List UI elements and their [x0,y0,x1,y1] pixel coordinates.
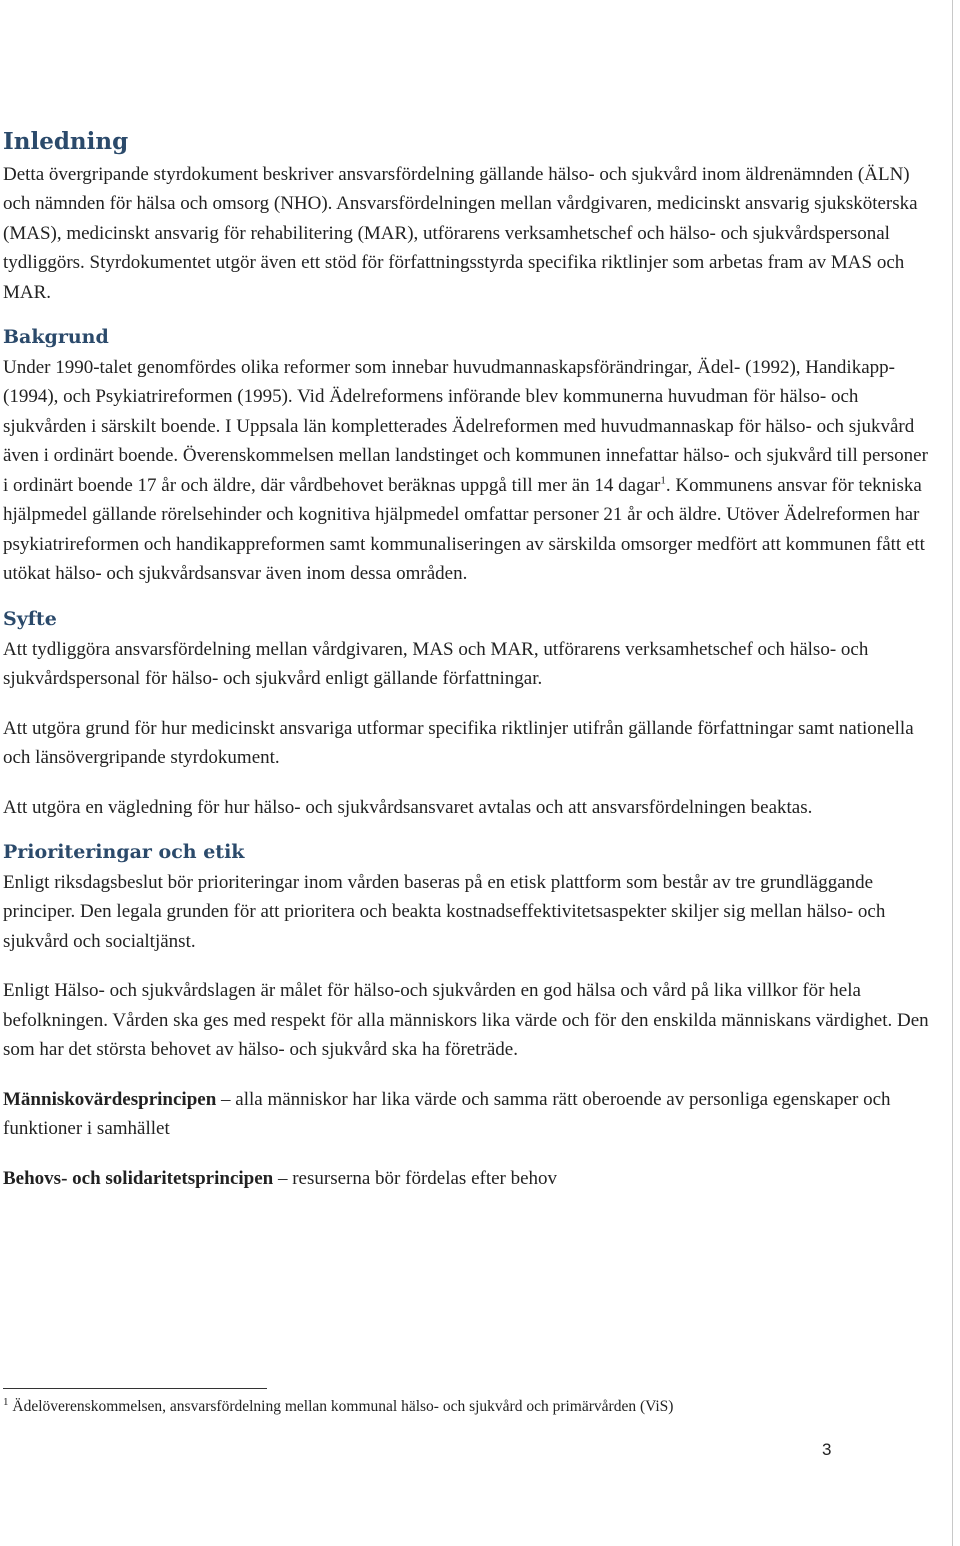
footnote-divider [3,1388,267,1389]
purpose-paragraph-2: Att utgöra grund för hur medicinskt ansvariga utformar specifika riktlinjer utifrån gällande författningar samt nationella och länsövergripande styrdokument. [3,717,914,769]
page-edge-line [952,0,953,1546]
purpose-paragraph-1: Att tydliggöra ansvarsfördelning mellan vårdgivaren, MAS och MAR, utförarens verksamhetschef och hälso- och sjukvårdspersonal för hälso- och sjukvård enligt gällande författningar. [3,638,869,690]
purpose-paragraph-3: Att utgöra en vägledning för hur hälso- och sjukvårdsansvaret avtalas och att ansvarsfördelningen beaktas. [3,796,813,818]
footnote-text: Ädelöverenskommelsen, ansvarsfördelning mellan kommunal hälso- och sjukvård och primärvården (ViS) [8,1398,674,1415]
background-heading: Bakgrund [3,326,109,349]
page-content [3,128,933,1193]
page-number: 3 [822,1440,832,1459]
footnote [3,1395,903,1416]
principle-need-solidarity-term: Behovs- och solidaritetsprincipen [3,1167,274,1189]
principle-human-dignity-term: Människovärdesprincipen [3,1088,217,1110]
intro-paragraph: Detta övergripande styrdokument beskriver ansvarsfördelning gällande hälso- och sjukvård inom äldrenämnden (ÄLN) och nämnden för hälsa och omsorg (NHO). Ansvarsfördelningen mellan vårdgivaren, medicinskt ansvarig sjuksköterska (MAS), medicinskt ansvarig för rehabilitering (MAR), utförarens verksamhetschef och hälso- och sjukvårdspersonal tydliggörs. Styrdokumentet utgör även ett stöd för författningsstyrda specifika riktlinjer som arbetas fram av MAS och MAR. [3,163,918,303]
section-background [3,326,933,589]
section-priorities [3,841,933,1193]
priorities-paragraph-2: Enligt Hälso- och sjukvårdslagen är målet för hälso-och sjukvården en god hälsa och vård på lika villkor för hela befolkningen. Vården ska ges med respekt för alla människors lika värde och för den enskilda människans värdighet. Den som har det största behovet av hälso- och sjukvård ska ha företräde. [3,980,929,1061]
background-paragraph [3,353,933,589]
section-intro [3,128,933,307]
principle-need-solidarity-text: – resurserna bör fördelas efter behov [273,1167,558,1189]
priorities-heading: Prioriteringar och etik [3,841,245,864]
principle-human-dignity-text: – alla människor har lika värde och samma rätt oberoende av personliga egenskaper och funktioner i samhället [3,1088,891,1140]
principle-need-solidarity [3,1164,933,1194]
background-text-part1: Under 1990-talet genomfördes olika reformer som innebar huvudmannaskapsförändringar, Ädel- (1992), Handikapp- (1994), och Psykiatrireformen (1995). Vid Ädelreformens införande blev kommunerna huvudman för hälso- och sjukvården i särskilt boende. I Uppsala län kompletterades Ädelreformen med huvudmannaskap för hälso- och sjukvård även i ordinärt boende. Överenskommelsen mellan landstinget och kommunen innefattar hälso- och sjukvård till personer i ordinärt boende 17 år och äldre, där vårdbehovet beräknas uppgå till mer än 14 dagar [3,356,928,496]
intro-heading: Inledning [3,128,129,155]
footnote-number: 1 [3,1395,9,1408]
priorities-paragraph-1: Enligt riksdagsbeslut bör prioriteringar inom vården baseras på en etisk plattform som består av tre grundläggande principer. Den legala grunden för att prioritera och beakta kostnadseffektivitetsaspekter skiljer sig mellan hälso- och sjukvård och socialtjänst. [3,871,886,952]
purpose-heading: Syfte [3,607,57,630]
background-text-part2: . Kommunens ansvar för tekniska hjälpmedel gällande rörelsehinder och kognitiva hjälpmedel omfattar personer 21 år och äldre. Utöver Ädelreformen har psykiatrireformen och handikappreformen samt kommunaliseringen av särskilda omsorger medfört att kommunen fått ett utökat hälso- och sjukvårdsansvar även inom dessa områden. [3,474,925,585]
footnote-reference[interactable]: 1 [660,474,666,487]
principle-human-dignity [3,1085,933,1144]
section-purpose [3,608,933,822]
